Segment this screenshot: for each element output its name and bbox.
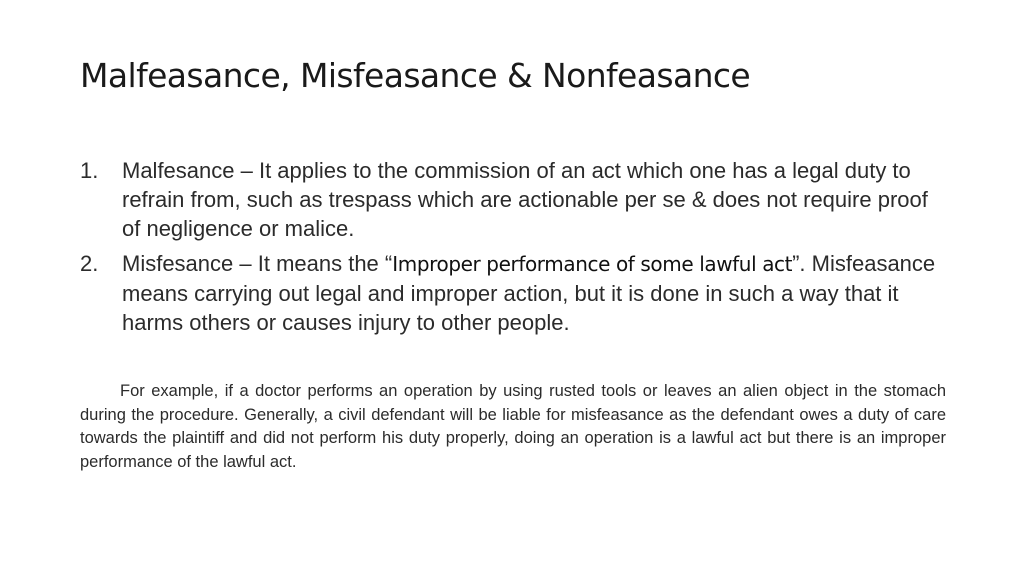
list-item-text xyxy=(122,249,950,337)
list-item-text: Malfesance – It applies to the commission of an act which one has a legal duty to refrain from, such as trespass which are actionable per se & does not require proof of negligence or malice. xyxy=(122,158,928,241)
list-item-malfeasance xyxy=(80,156,950,243)
slide-title: Malfeasance, Misfeasance & Nonfeasance xyxy=(80,56,751,95)
list-item-emphasis: Improper performance of some lawful act xyxy=(392,252,793,276)
list-item-text-after: ”. Misfeasance means carrying out legal and improper action, but it is done in such a way that it harms others or causes injury to other people. xyxy=(122,251,936,335)
example-paragraph: For example, if a doctor performs an operation by using rusted tools or leaves an alien object in the stomach during the procedure. Generally, a civil defendant will be liable for misfeasance as the defendant owes a duty of care towards the plaintiff and did not perform his duty properly, doing an operation is a lawful act but there is an improper performance of the lawful act. xyxy=(80,382,946,471)
numbered-list xyxy=(80,156,950,343)
list-item-misfeasance xyxy=(80,249,950,337)
list-number: 2. xyxy=(80,251,99,276)
list-number: 1. xyxy=(80,158,99,183)
list-item-text-before: Misfesance – It means the “ xyxy=(122,251,393,276)
